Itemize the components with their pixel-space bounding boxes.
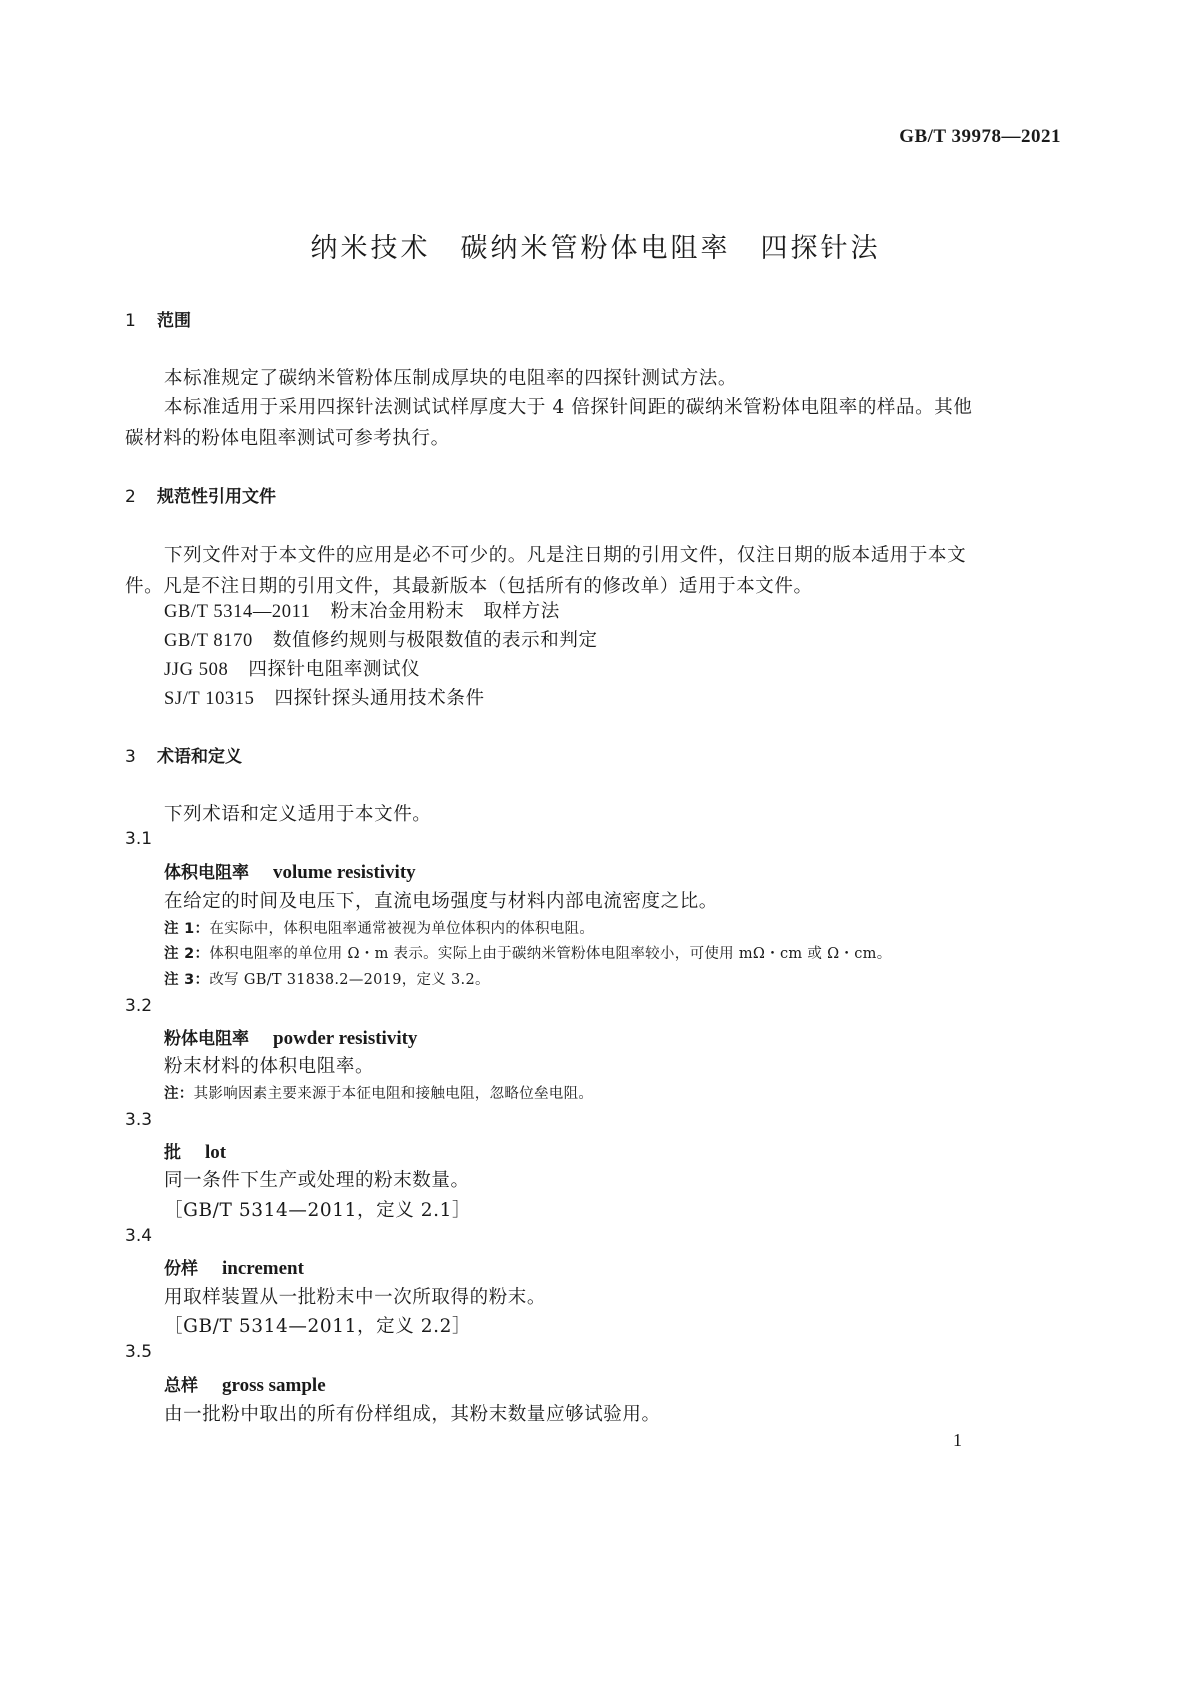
section-heading-normative-references: 2 规范性引用文件 xyxy=(125,487,276,507)
section-heading-terms: 3 术语和定义 xyxy=(125,747,242,767)
section-heading-scope: 1 范围 xyxy=(125,311,191,331)
term-definition: 在给定的时间及电压下，直流电场强度与材料内部电流密度之比。 xyxy=(164,891,718,912)
document-title: 纳米技术 碳纳米管粉体电阻率 四探针法 xyxy=(310,233,881,264)
term-note: 注 3：改写 GB/T 31838.2—2019，定义 3.2。 xyxy=(164,972,490,988)
term-number: 3.4 xyxy=(125,1226,153,1246)
term-heading: 份样 increment xyxy=(164,1258,304,1279)
term-heading: 批 lot xyxy=(164,1142,227,1163)
scope-paragraph-2: 本标准适用于采用四探针法测试试样厚度大于 4 倍探针间距的碳纳米管粉体电阻率的样品。其他碳材料的粉体电阻率测试可参考执行。 xyxy=(125,397,973,449)
term-number: 3.5 xyxy=(125,1342,153,1362)
term-number: 3.1 xyxy=(125,829,153,849)
term-number: 3.3 xyxy=(125,1110,153,1130)
term-definition: 用取样装置从一批粉末中一次所取得的粉末。 xyxy=(164,1287,547,1308)
standard-code: GB/T 39978—2021 xyxy=(899,126,1061,147)
term-source: ［GB/T 5314—2011，定义 2.2］ xyxy=(164,1316,472,1337)
references-intro: 下列文件对于本文件的应用是必不可少的。凡是注日期的引用文件，仅注日期的版本适用于本文件。凡是不注日期的引用文件，其最新版本（包括所有的修改单）适用于本文件。 xyxy=(125,545,967,597)
term-heading: 体积电阻率 volume resistivity xyxy=(164,862,416,883)
reference-item: GB/T 5314—2011 粉末冶金用粉末 取样方法 xyxy=(164,601,560,622)
terms-intro: 下列术语和定义适用于本文件。 xyxy=(164,804,432,825)
reference-item: GB/T 8170 数值修约规则与极限数值的表示和判定 xyxy=(164,630,598,651)
term-note: 注 2：体积电阻率的单位用 Ω・m 表示。实际上由于碳纳米管粉体电阻率较小，可使用 mΩ・cm 或 Ω・cm。 xyxy=(164,946,892,962)
term-definition: 同一条件下生产或处理的粉末数量。 xyxy=(164,1170,470,1191)
page-number: 1 xyxy=(953,1430,962,1450)
term-heading: 总样 gross sample xyxy=(164,1375,326,1396)
term-source: ［GB/T 5314—2011，定义 2.1］ xyxy=(164,1200,472,1221)
term-number: 3.2 xyxy=(125,996,153,1016)
term-note: 注 1：在实际中，体积电阻率通常被视为单位体积内的体积电阻。 xyxy=(164,921,595,937)
term-definition: 由一批粉中取出的所有份样组成，其粉末数量应够试验用。 xyxy=(164,1404,661,1425)
scope-paragraph-1: 本标准规定了碳纳米管粉体压制成厚块的电阻率的四探针测试方法。 xyxy=(164,368,738,389)
term-definition: 粉末材料的体积电阻率。 xyxy=(164,1056,375,1077)
term-note: 注：其影响因素主要来源于本征电阻和接触电阻，忽略位垒电阻。 xyxy=(164,1086,594,1102)
term-heading: 粉体电阻率 powder resistivity xyxy=(164,1028,418,1049)
reference-item: JJG 508 四探针电阻率测试仪 xyxy=(164,659,421,680)
reference-item: SJ/T 10315 四探针探头通用技术条件 xyxy=(164,688,485,709)
